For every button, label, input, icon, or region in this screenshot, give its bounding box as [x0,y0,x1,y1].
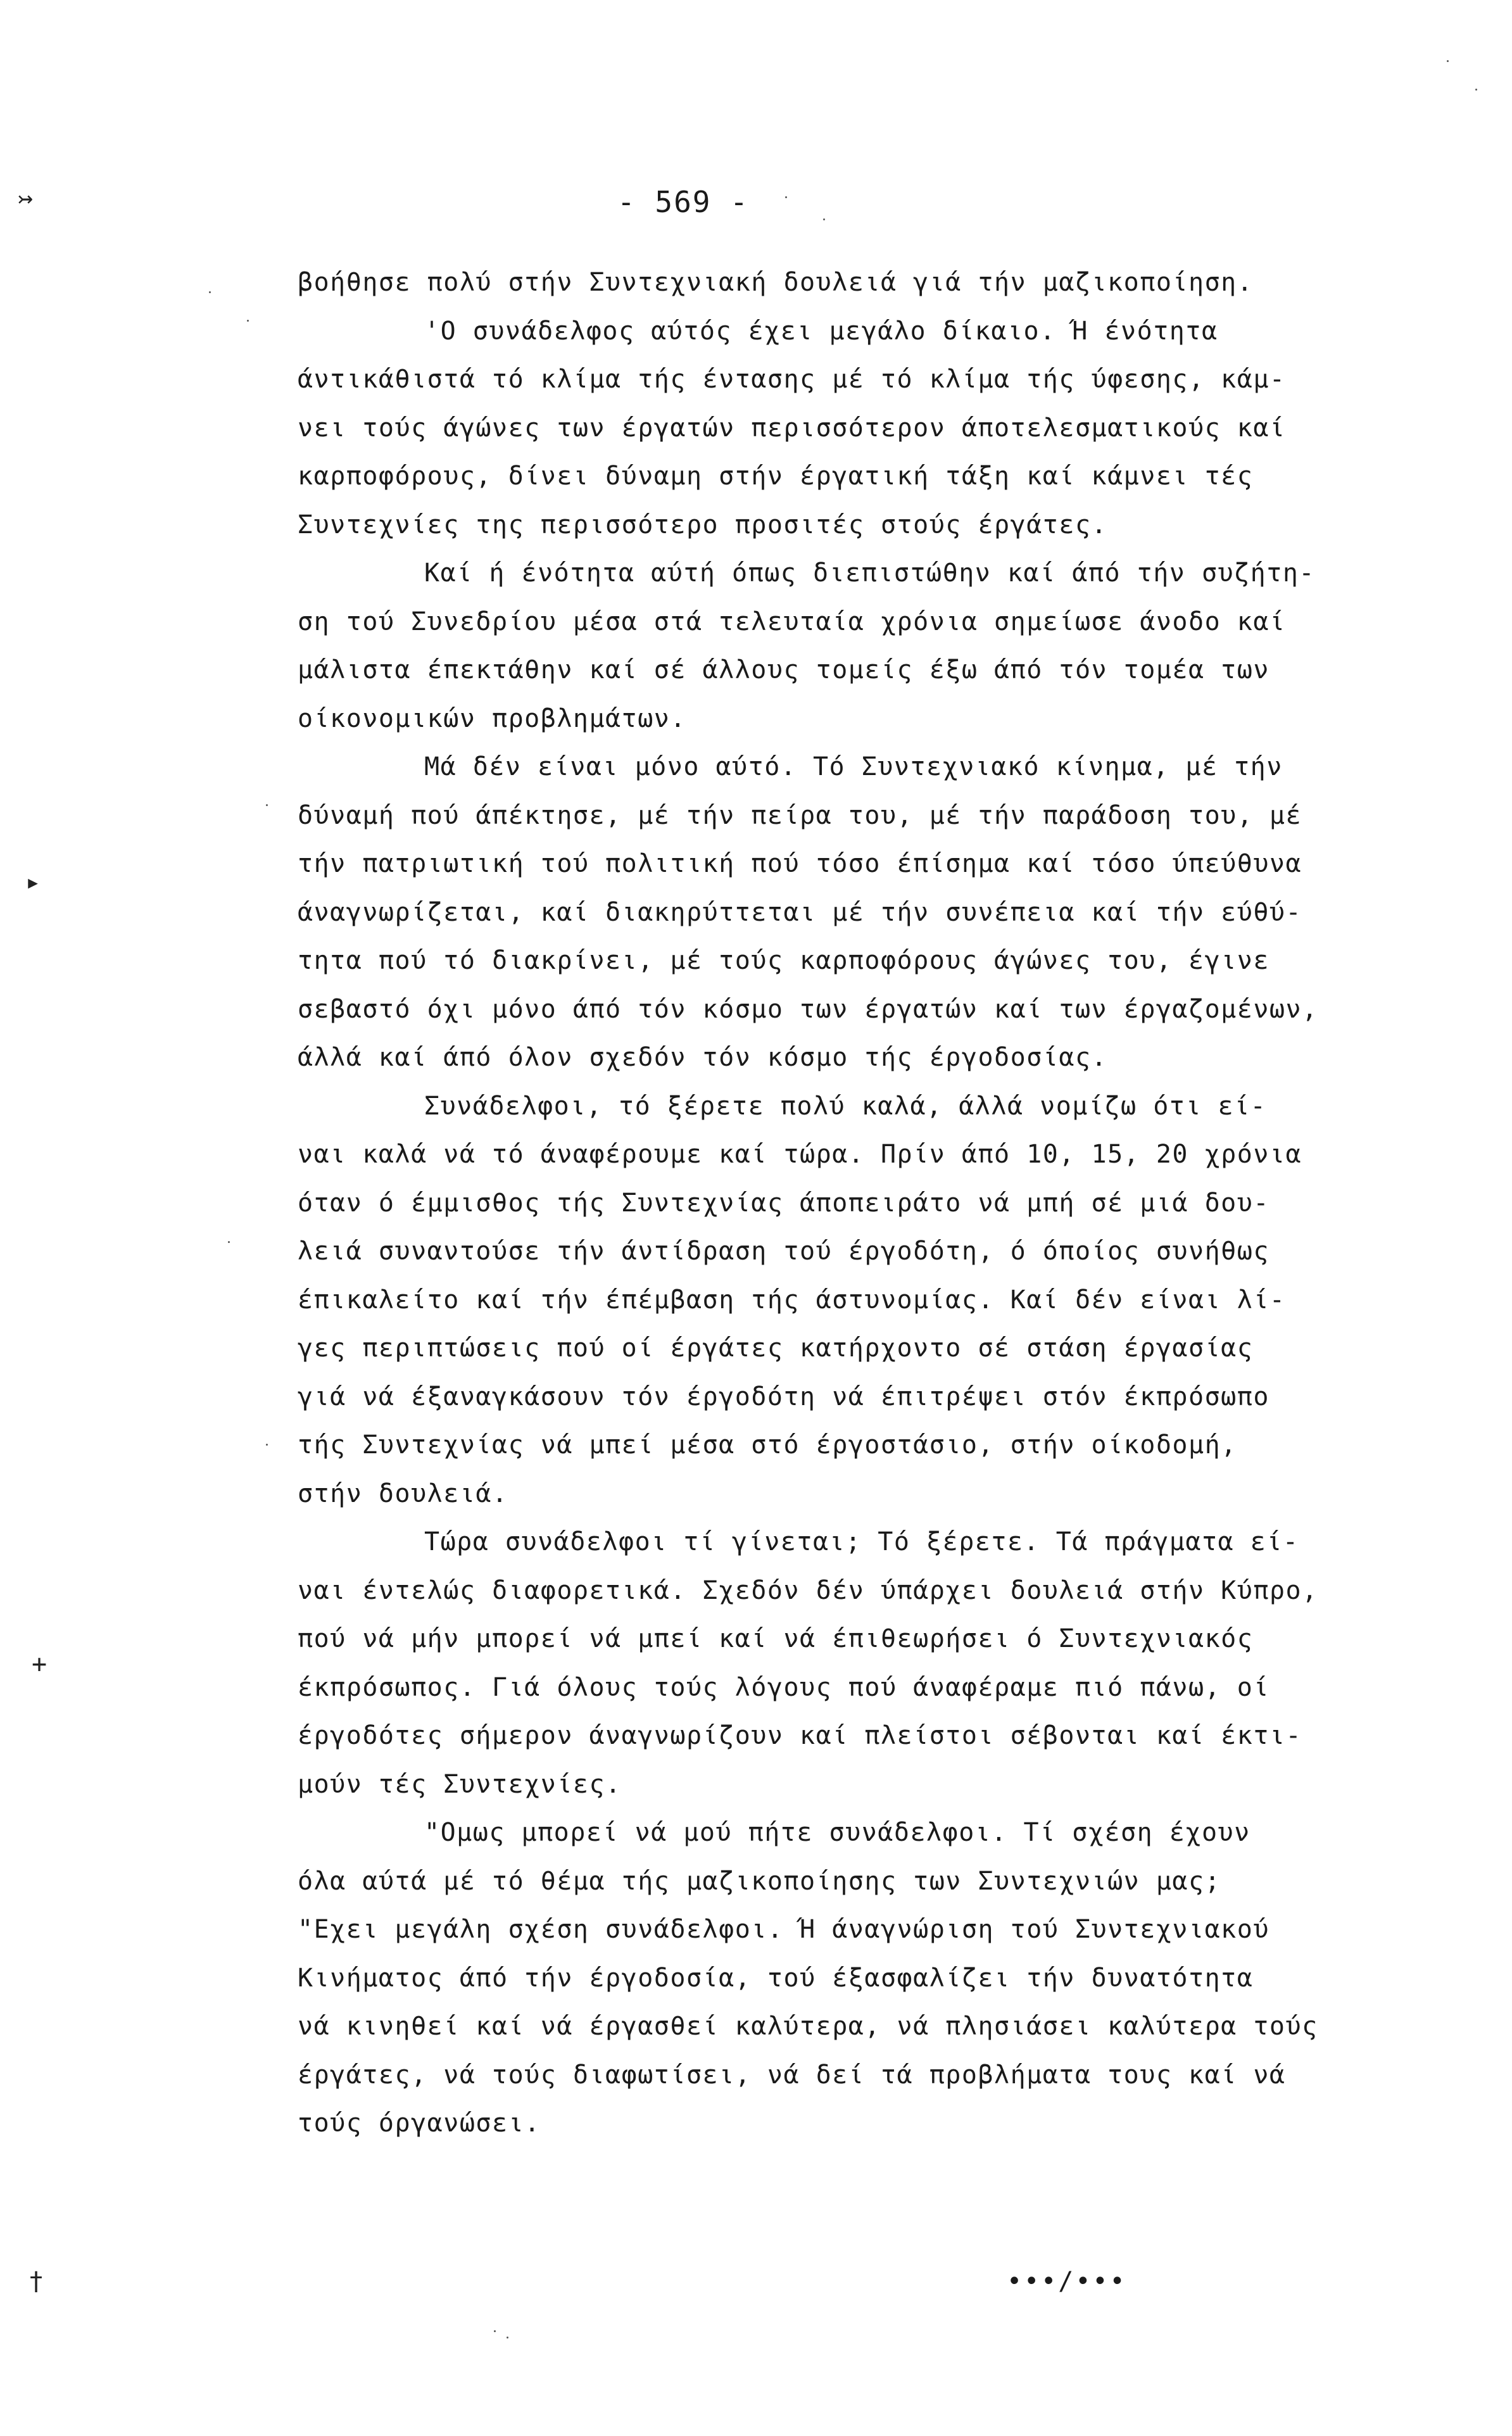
text-line: 'Ο συνάδελφος αύτός έχει μεγάλο δίκαιο. Ή ένότητα [424,316,1218,346]
text-line: σεβαστό όχι μόνο άπό τόν κόσμο των έργατών καί των έργαζομένων, [298,994,1318,1024]
text-line: τής Συντεχνίας νά μπεί μέσα στό έργοστάσιο, στήν οίκοδομή, [298,1430,1237,1460]
text-line: γιά νά έξαναγκάσουν τόν έργοδότη νά έπιτρέψει στόν έκπρόσωπο [298,1382,1269,1411]
paragraph [298,307,1393,550]
text-line: Μά δέν είναι μόνο αύτό. Τό Συντεχνιακό κίνημα, μέ τήν [424,752,1283,781]
text-line: Συντεχνίες της περισσότερο προσιτές στούς έργάτες. [298,510,1108,540]
text-line: βοήθησε πολύ στήν Συντεχνιακή δουλειά γιά τήν μαζικοποίηση. [298,268,1254,297]
text-line: ναι έντελώς διαφορετικά. Σχεδόν δέν ύπάρχει δουλειά στήν Κύπρο, [298,1575,1318,1605]
text-line: έκπρόσωπος. Γιά όλους τούς λόγους πού άναφέραμε πιό πάνω, οί [298,1672,1269,1702]
paragraph [298,549,1393,743]
text-line: άλλά καί άπό όλον σχεδόν τόν κόσμο τής έργοδοσίας. [298,1043,1108,1072]
text-line: στήν δουλειά. [298,1479,508,1508]
text-line: "Εχει μεγάλη σχέση συνάδελφοι. Ή άναγνώριση τού Συντεχνιακού [298,1915,1269,1944]
text-line: ση τού Συνεδρίου μέσα στά τελευταία χρόνια σημείωσε άνοδο καί [298,607,1286,636]
text-line: τούς όργανώσει. [298,2109,541,2138]
text-line: άναγνωρίζεται, καί διακηρύττεται μέ τήν συνέπεια καί τήν εύθύ- [298,897,1302,927]
text-line: ναι καλά νά τό άναφέρουμε καί τώρα. Πρίν άπό 10, 15, 20 χρόνια [298,1140,1302,1169]
text-line: Καί ή ένότητα αύτή όπως διεπιστώθην καί άπό τήν συζήτη- [424,559,1316,588]
text-line: έργάτες, νά τούς διαφωτίσει, νά δεί τά προβλήματα τους καί νά [298,2060,1286,2090]
text-line: άντικάθιστά τό κλίμα τής έντασης μέ τό κλίμα τής ύφεσης, κάμ- [298,365,1286,394]
margin-arrow-mark: ▸ [25,868,41,897]
paragraph [298,258,1393,307]
text-line: έπικαλείτο καί τήν έπέμβαση τής άστυνομίας. Καί δέν είναι λί- [298,1285,1286,1315]
paragraph [298,1082,1393,1518]
margin-cross-mark: + [32,1650,47,1679]
text-line: όλα αύτά μέ τό θέμα τής μαζικοποίησης των Συντεχνιών μας; [298,1866,1221,1896]
continuation-marker: •••/••• [1007,2267,1127,2296]
document-body [298,258,1393,2148]
text-line: Κινήματος άπό τήν έργοδοσία, τού έξασφαλίζει τήν δυνατότητα [298,1963,1254,1993]
text-line: μούν τές Συντεχνίες. [298,1769,622,1799]
text-line: μάλιστα έπεκτάθην καί σέ άλλους τομείς έξω άπό τόν τομέα των [298,655,1269,685]
text-line: πού νά μήν μπορεί νά μπεί καί νά έπιθεωρήσει ό Συντεχνιακός [298,1624,1254,1653]
page-number: - 569 - [617,185,749,219]
text-line: οίκονομικών προβλημάτων. [298,704,686,733]
text-line: τητα πού τό διακρίνει, μέ τούς καρποφόρους άγώνες του, έγινε [298,946,1269,975]
margin-cross-mark: † [28,2267,44,2296]
text-line: νει τούς άγώνες των έργατών περισσότερον άποτελεσματικούς καί [298,413,1286,443]
text-line: δύναμή πού άπέκτησε, μέ τήν πείρα του, μέ τήν παράδοση του, μέ [298,800,1302,830]
text-line: λειά συναντούσε τήν άντίδραση τού έργοδότη, ό όποίος συνήθως [298,1237,1269,1266]
paragraph [298,1808,1393,2148]
text-line: Συνάδελφοι, τό ξέρετε πολύ καλά, άλλά νομίζω ότι εί- [424,1091,1267,1121]
text-line: όταν ό έμμισθος τής Συντεχνίας άποπειράτο νά μπή σέ μιά δου- [298,1188,1269,1218]
text-line: καρποφόρους, δίνει δύναμη στήν έργατική τάξη καί κάμνει τές [298,462,1254,491]
paragraph [298,1518,1393,1808]
text-line: γες περιπτώσεις πού οί έργάτες κατήρχοντο σέ στάση έργασίας [298,1334,1254,1363]
text-line: νά κινηθεί καί νά έργασθεί καλύτερα, νά πλησιάσει καλύτερα τούς [298,2012,1318,2041]
margin-arrow-mark: ↣ [18,184,34,213]
text-line: Τώρα συνάδελφοι τί γίνεται; Τό ξέρετε. Τά πράγματα εί- [424,1527,1299,1556]
text-line: "Ομως μπορεί νά μού πήτε συνάδελφοι. Τί σχέση έχουν [424,1818,1251,1847]
paragraph [298,743,1393,1082]
text-line: τήν πατριωτική τού πολιτική πού τόσο έπίσημα καί τόσο ύπεύθυνα [298,849,1302,878]
text-line: έργοδότες σήμερον άναγνωρίζουν καί πλείστοι σέβονται καί έκτι- [298,1721,1302,1750]
